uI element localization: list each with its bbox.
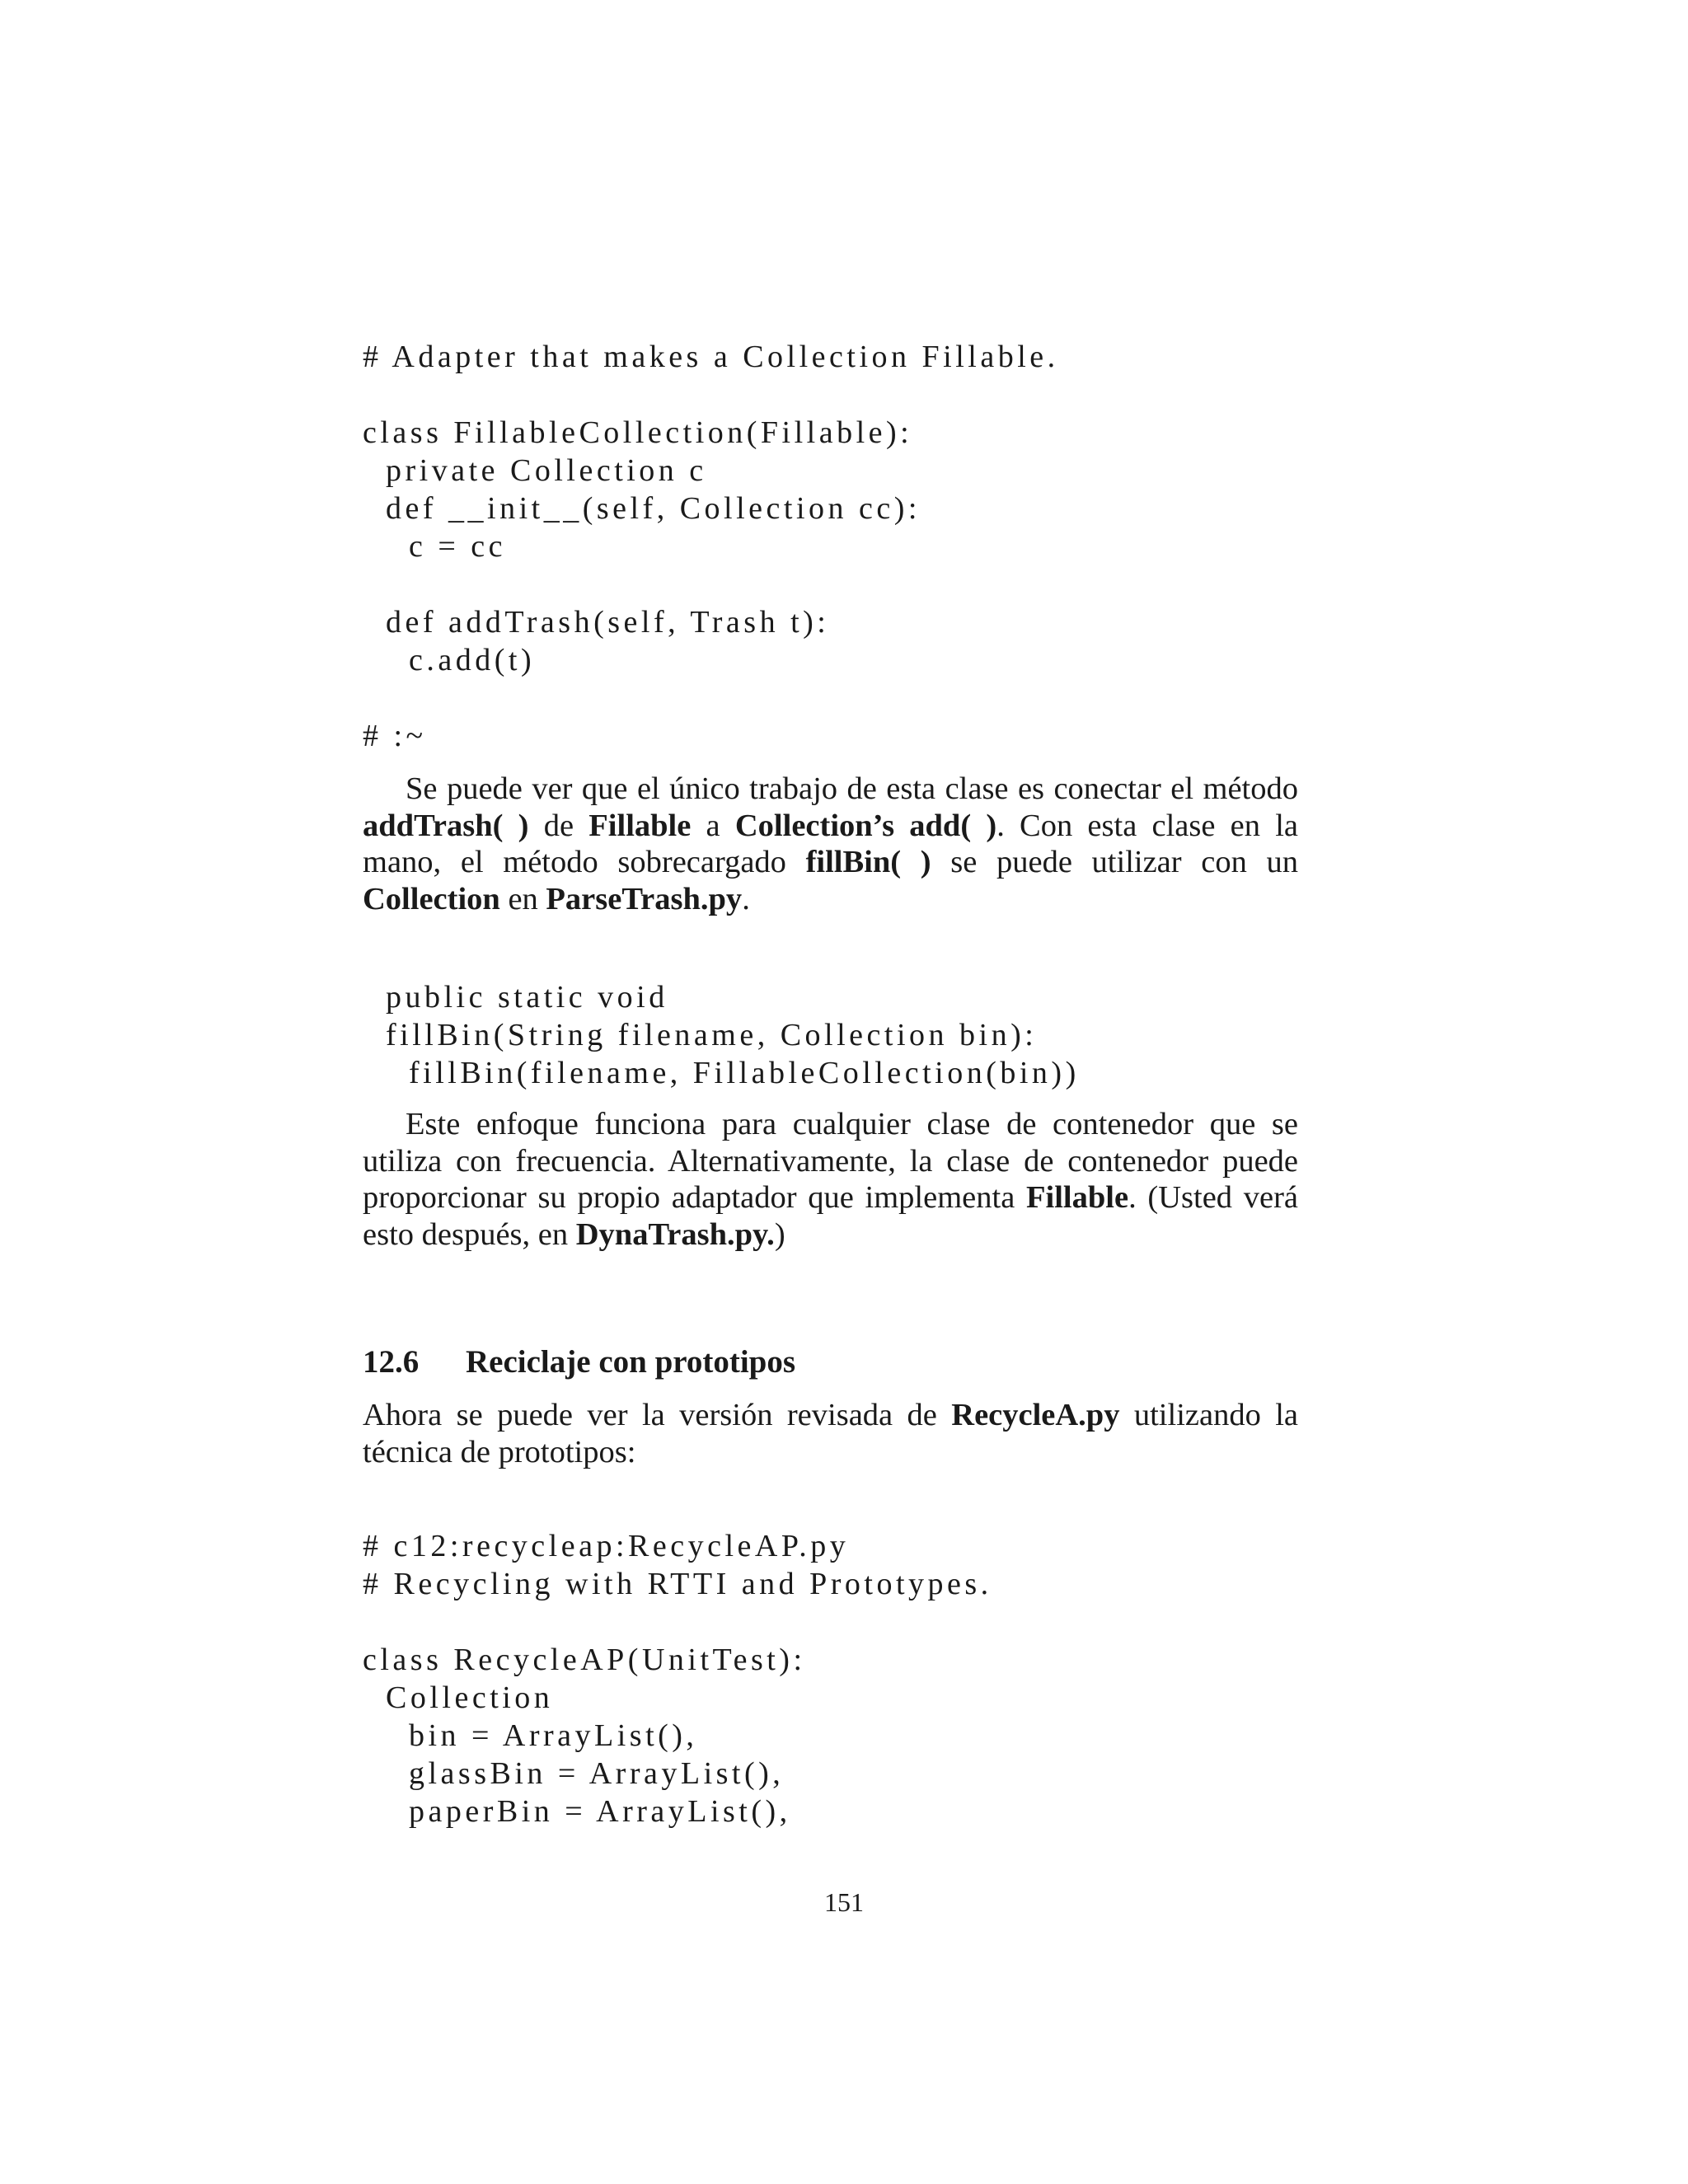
code-line: private Collection c [363,453,707,488]
paragraph-text [363,1397,1298,1470]
text-run: ) [774,1216,785,1252]
code-line: def addTrash(self, Trash t): [363,605,830,640]
code-block-adapter [363,338,1059,755]
code-line [363,679,1059,717]
code-block-recycleap [363,1527,992,1830]
code-line: fillBin(filename, FillableCollection(bin)) [363,1056,1080,1090]
text-run: en [499,881,546,916]
text-run: . (Usted verá esto después, en [363,1180,1299,1252]
text-run: a [691,808,735,843]
bold-term: ParseTrash.py [546,881,743,916]
code-line [363,565,1059,603]
paragraph-prototypes-intro [363,1397,1298,1470]
code-line [363,376,1059,414]
bold-term: RecycleA.py [951,1398,1120,1432]
code-line: fillBin(String filename, Collection bin): [363,1018,1038,1052]
code-line: # c12:recycleap:RecycleAP.py [363,1529,850,1563]
code-line: c = cc [363,529,507,564]
code-line: glassBin = ArrayList(), [363,1756,785,1791]
code-line: c.add(t) [363,643,536,677]
text-run: se puede utilizar con un [931,845,1298,879]
bold-term: DynaTrash.py. [575,1216,775,1252]
section-number: 12.6 [363,1344,420,1380]
bold-term: Collection’s add( ) [734,808,997,843]
bold-term: Collection [363,881,500,916]
code-line: # :~ [363,719,427,753]
code-line: paperBin = ArrayList(), [363,1794,791,1829]
code-block-fillbin [363,978,1080,1092]
section-title: Reciclaje con prototipos [466,1344,796,1380]
code-line [363,1603,992,1641]
bold-term: addTrash( ) [363,808,529,843]
page-number: 151 [824,1887,864,1917]
code-line: public static void [363,980,668,1015]
code-line: class RecycleAP(UnitTest): [363,1643,806,1677]
code-line: # Adapter that makes a Collection Fillable. [363,340,1059,374]
code-line: def __init__(self, Collection cc): [363,491,921,526]
paragraph-adapter-explanation [363,771,1298,917]
bold-term: fillBin( ) [805,845,931,879]
text-run: de [528,808,589,843]
bold-term: Fillable [588,808,692,843]
section-heading [363,1343,795,1380]
text-run: . [742,881,750,916]
paragraph-text [363,771,1298,917]
code-line: bin = ArrayList(), [363,1718,698,1753]
text-run: Se puede ver que el único trabajo de esta clase es conectar el método [406,771,1298,806]
text-run: utilizando la técnica de prototipos: [363,1398,1299,1469]
code-line: class FillableCollection(Fillable): [363,415,913,450]
text-run: Ahora se puede ver la versión revisada de [363,1398,952,1432]
paragraph-approach [363,1106,1298,1253]
code-line: # Recycling with RTTI and Prototypes. [363,1567,992,1601]
code-line: Collection [363,1680,554,1715]
paragraph-text [363,1106,1298,1253]
text-run: . Con esta clase en la mano, el método sobrecargado [363,808,1299,879]
bold-term: Fillable [1026,1180,1129,1215]
text-run: Este enfoque funciona para cualquier clase de contenedor que se utiliza con frecuencia. Alternativamente, la clase de contenedor puede proporcionar su propio adaptador que implementa [363,1107,1298,1215]
